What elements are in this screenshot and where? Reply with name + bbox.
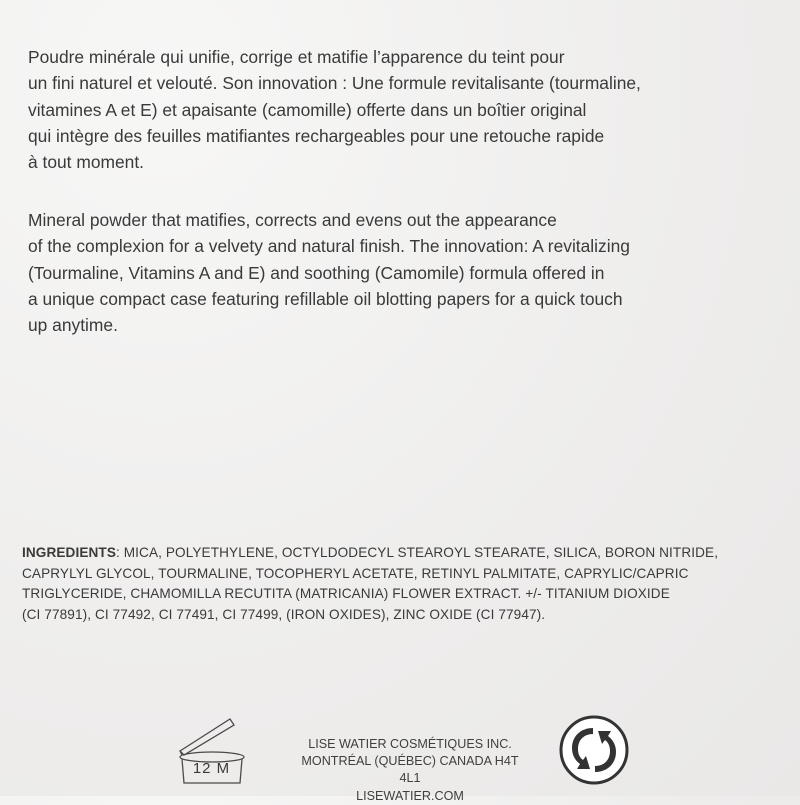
- company-info: [290, 736, 530, 805]
- english-line: (Tourmaline, Vitamins A and E) and soothing (Camomile) formula offered in: [28, 262, 605, 283]
- french-line: à tout moment.: [28, 152, 144, 173]
- ingredients-text: : MICA, POLYETHYLENE, OCTYLDODECYL STEAROYL STEARATE, SILICA, BORON NITRIDE,: [116, 545, 719, 560]
- french-line: qui intègre des feuilles matifiantes rechargeables pour une retouche rapide: [28, 125, 605, 146]
- english-line: up anytime.: [28, 315, 118, 336]
- french-line: vitamines A et E) et apaisante (camomille) offerte dans un boîtier original: [28, 99, 587, 120]
- english-line: Mineral powder that matifies, corrects and evens out the appearance: [28, 210, 557, 230]
- french-line: un fini naturel et velouté. Son innovation : Une formule revitalisante (tourmaline,: [28, 73, 641, 94]
- company-website: LISEWATIER.COM: [356, 788, 464, 803]
- english-line: of the complexion for a velvety and natural finish. The innovation: A revitalizing: [28, 236, 630, 257]
- open-jar-icon: [172, 713, 250, 789]
- pao-label: 12 M: [192, 760, 231, 777]
- ingredients-line: TRIGLYCERIDE, CHAMOMILLA RECUTITA (MATRICANIA) FLOWER EXTRACT. +/- TITANIUM DIOXIDE: [22, 586, 670, 602]
- company-address: MONTRÉAL (QUÉBEC) CANADA H4T 4L1: [301, 754, 519, 786]
- ingredients-line: (CI 77891), CI 77492, CI 77491, CI 77499, (IRON OXIDES), ZINC OXIDE (CI 77947).: [22, 607, 546, 623]
- english-line: a unique compact case featuring refillable oil blotting papers for a quick touch: [28, 288, 623, 309]
- english-description: [28, 207, 798, 338]
- ingredients-line: CAPRYLYL GLYCOL, TOURMALINE, TOCOPHERYL ACETATE, RETINYL PALMITATE, CAPRYLIC/CAPRIC: [22, 565, 689, 581]
- ingredients-list: [22, 543, 797, 626]
- ingredients-line: [22, 543, 797, 564]
- company-name: LISE WATIER COSMÉTIQUES INC.: [308, 737, 512, 751]
- ingredients-label: INGREDIENTS: [22, 545, 116, 560]
- french-line: Poudre minérale qui unifie, corrige et matifie l’apparence du teint pour: [28, 47, 565, 67]
- green-dot-recycling-icon: [558, 714, 630, 786]
- french-description: [28, 44, 798, 175]
